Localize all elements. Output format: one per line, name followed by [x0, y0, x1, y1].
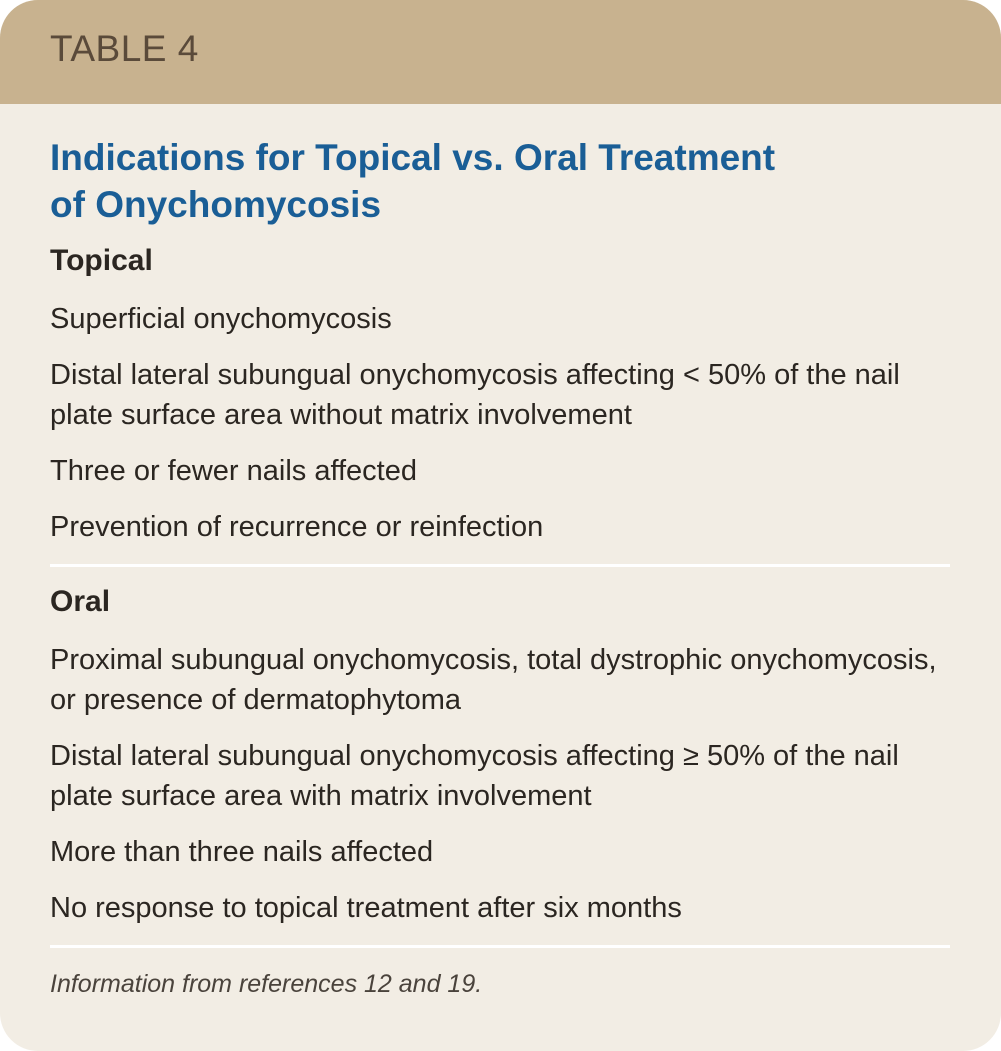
list-item: Proximal subungual onychomycosis, total dystrophic onychomycosis, or presence of dermatophytoma: [50, 644, 937, 716]
table-title-line-1: Indications for Topical vs. Oral Treatment: [50, 137, 776, 178]
list-item: Superficial onychomycosis: [50, 303, 392, 335]
list-item: No response to topical treatment after six months: [50, 892, 682, 924]
list-item: Three or fewer nails affected: [50, 455, 417, 487]
section-heading-oral: Oral: [50, 585, 111, 618]
table-label: TABLE 4: [50, 28, 199, 69]
footer-divider: [50, 945, 950, 948]
list-item: More than three nails affected: [50, 836, 434, 868]
list-item: Prevention of recurrence or reinfection: [50, 511, 544, 543]
topical-list: [50, 299, 951, 547]
section-divider: [50, 564, 950, 567]
table-title-line-2: of Onychomycosis: [50, 184, 382, 225]
table-title: [50, 134, 951, 228]
list-item: Distal lateral subungual onychomycosis affecting < 50% of the nail plate surface area without matrix involvement: [50, 359, 900, 431]
table-content: [0, 134, 1001, 1000]
oral-list: [50, 640, 951, 928]
list-item: Distal lateral subungual onychomycosis affecting ≥ 50% of the nail plate surface area with matrix involvement: [50, 740, 899, 812]
section-heading-topical: Topical: [50, 244, 153, 277]
table-header-band: [0, 0, 1001, 104]
source-footnote: Information from references 12 and 19.: [50, 970, 483, 998]
